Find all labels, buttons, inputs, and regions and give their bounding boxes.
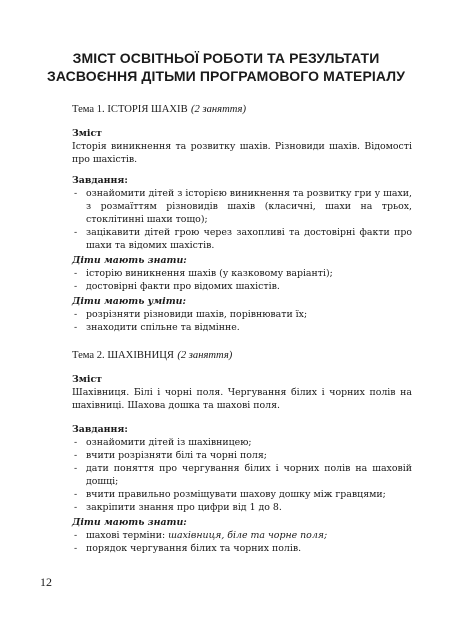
topic-2-know-list [72,529,412,555]
topic-2-content-label: Зміст [72,374,102,385]
title-line-2: ЗАСВОЄННЯ ДІТЬМИ ПРОГРАМОВОГО МАТЕРІАЛУ [46,68,406,84]
topic-2-content-text: Шахівниця. Білі і чорні поля. Чергування білих і чорних полів на шахівниці. Шахова дошка та шахові поля. [72,387,412,411]
topic-1-tasks-list [72,187,412,252]
topic-1-heading [72,102,412,117]
topic-2-tasks-label: Завдання: [72,424,128,435]
list-item: - історію виникнення шахів (у казковому варіанті); [74,268,333,279]
topic-1-tasks-label: Завдання: [72,175,128,186]
topic-1-hours: (2 заняття) [191,104,246,115]
list-item: - ознайомити дітей з історією виникнення та розвитку гри у шахи, з розмаїттям різновидів шахів (класичні, шахи на трьох, стоклітинні шахи тощо); [74,188,412,225]
list-item: - дати поняття про чергування білих і чорних полів на шаховій дошці; [74,463,412,487]
topic-1-can-list [72,308,412,334]
list-item: - ознайомити дітей із шахівницею; [74,437,252,448]
topic-1-content-label: Зміст [72,128,102,139]
list-item: - достовірні факти про відомих шахістів. [74,281,280,292]
page-content [72,102,412,555]
title-line-1: ЗМІСТ ОСВІТНЬОЇ РОБОТИ ТА РЕЗУЛЬТАТИ [72,50,380,66]
topic-2-heading [72,348,412,363]
topic-1-can-label: Діти мають уміти: [72,296,186,307]
page-number: 12 [40,575,52,589]
list-item: - знаходити спільне та відмінне. [74,322,240,333]
topic-2-title: Тема 2. ШАХІВНИЦЯ [72,350,174,361]
topic-1-title: Тема 1. ІСТОРІЯ ШАХІВ [72,104,188,115]
topic-1-content-text: Історія виникнення та розвитку шахів. Різновиди шахів. Відомості про шахістів. [72,141,412,165]
list-item: - розрізняти різновиди шахів, порівнювати їх; [74,309,308,320]
list-item: - порядок чергування білих та чорних полів. [74,543,302,554]
italic-terms: шахівниця, біле та чорне поля; [168,530,328,541]
list-item: - зацікавити дітей грою через захопливі та достовірні факти про шахи та відомих шахістів. [74,227,412,251]
topic-1-know-label: Діти мають знати: [72,255,187,266]
list-item: - закріпити знання про цифри від 1 до 8. [74,502,282,513]
list-item: - вчити розрізняти білі та чорні поля; [74,450,267,461]
topic-2-tasks-list [72,436,412,514]
topic-2-know-label: Діти мають знати: [72,517,187,528]
topic-2-hours: (2 заняття) [177,350,233,361]
list-item: - вчити правильно розміщувати шахову дошку між гравцями; [74,489,386,500]
topic-1-know-list [72,267,412,293]
page-title [40,49,412,85]
list-item: - шахові терміни: шахівниця, біле та чорне поля; [74,530,328,541]
